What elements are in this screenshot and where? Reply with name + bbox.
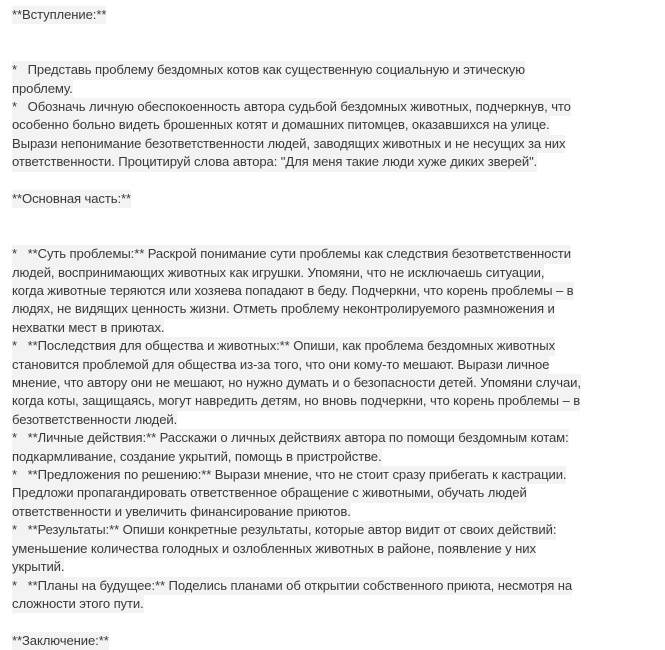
text-line: * **Результаты:** Опиши конкретные результаты, которые автор видит от своих действий: <box>12 521 556 539</box>
text-line: особенно больно видеть брошенных котят и домашних питомцев, оказавшихся на улице. <box>12 116 550 134</box>
text-line: ответственности и увеличить финансирование приютов. <box>12 503 351 521</box>
text-line: Предложи пропагандировать ответственное обращение с животными, обучать людей <box>12 484 527 502</box>
spacer <box>12 227 653 245</box>
spacer <box>12 172 653 190</box>
list-item <box>12 429 653 466</box>
text-line: * **Последствия для общества и животных:** Опиши, как проблема бездомных животных <box>12 337 555 355</box>
list-item <box>12 521 653 576</box>
text-line: Вырази непонимание безответственности людей, заводящих животных и не несущих за них <box>12 135 565 153</box>
text-line: сложности этого пути. <box>12 595 144 613</box>
text-line: укрытий. <box>12 558 64 576</box>
list-item <box>12 98 653 172</box>
spacer <box>12 43 653 61</box>
text-line: * **Суть проблемы:** Раскрой понимание сути проблемы как следствия безответственности <box>12 245 571 263</box>
text-line: * **Предложения по решению:** Вырази мнение, что не стоит сразу прибегать к кастрации. <box>12 466 566 484</box>
text-line: мнение, что автору они не мешают, но нужно думать и о безопасности детей. Упомяни случаи, <box>12 374 581 392</box>
text-line: когда животные теряются или хозяева попадают в беду. Подчеркни, что корень проблемы – в <box>12 282 574 300</box>
text-line: нехватки мест в приютах. <box>12 319 164 337</box>
text-line: * Обозначь личную обеспокоенность автора судьбой бездомных животных, подчеркнув, что <box>12 98 571 116</box>
main-list <box>12 245 653 613</box>
text-line: когда коты, защищаясь, могут навредить детям, но вновь подчеркни, что корень проблемы – в <box>12 392 580 410</box>
spacer <box>12 24 653 42</box>
text-line: ответственности. Процитируй слова автора: "Для меня такие люди хуже диких зверей". <box>12 153 537 171</box>
text-line: подкармливание, создание укрытий, помощь в пристройстве. <box>12 448 382 466</box>
spacer <box>12 208 653 226</box>
conclusion-heading: **Заключение:** <box>12 632 109 650</box>
text-line: * **Личные действия:** Расскажи о личных действиях автора по помощи бездомным котам: <box>12 429 569 447</box>
text-line: * **Планы на будущее:** Поделись планами об открытии собственного приюта, несмотря на <box>12 577 572 595</box>
list-item <box>12 337 653 429</box>
text-line: людях, не видящих ценность жизни. Отметь проблему неконтролируемого размножения и <box>12 300 555 318</box>
list-item <box>12 577 653 614</box>
spacer <box>12 613 653 631</box>
text-line: безответственности людей. <box>12 411 177 429</box>
list-item <box>12 466 653 521</box>
intro-heading: **Вступление:** <box>12 6 106 24</box>
main-heading: **Основная часть:** <box>12 190 131 208</box>
list-item <box>12 61 653 98</box>
list-item <box>12 245 653 337</box>
text-line: людей, воспринимающих животных как игрушки. Упомяни, что не исключаешь ситуации, <box>12 264 544 282</box>
text-line: уменьшение количества голодных и озлобленных животных в районе, появление у них <box>12 540 536 558</box>
text-line: становится проблемой для общества из-за того, что они кому-то мешают. Вырази личное <box>12 356 549 374</box>
text-line: проблему. <box>12 80 73 98</box>
text-line: * Представь проблему бездомных котов как существенную социальную и этическую <box>12 61 525 79</box>
intro-list <box>12 61 653 171</box>
